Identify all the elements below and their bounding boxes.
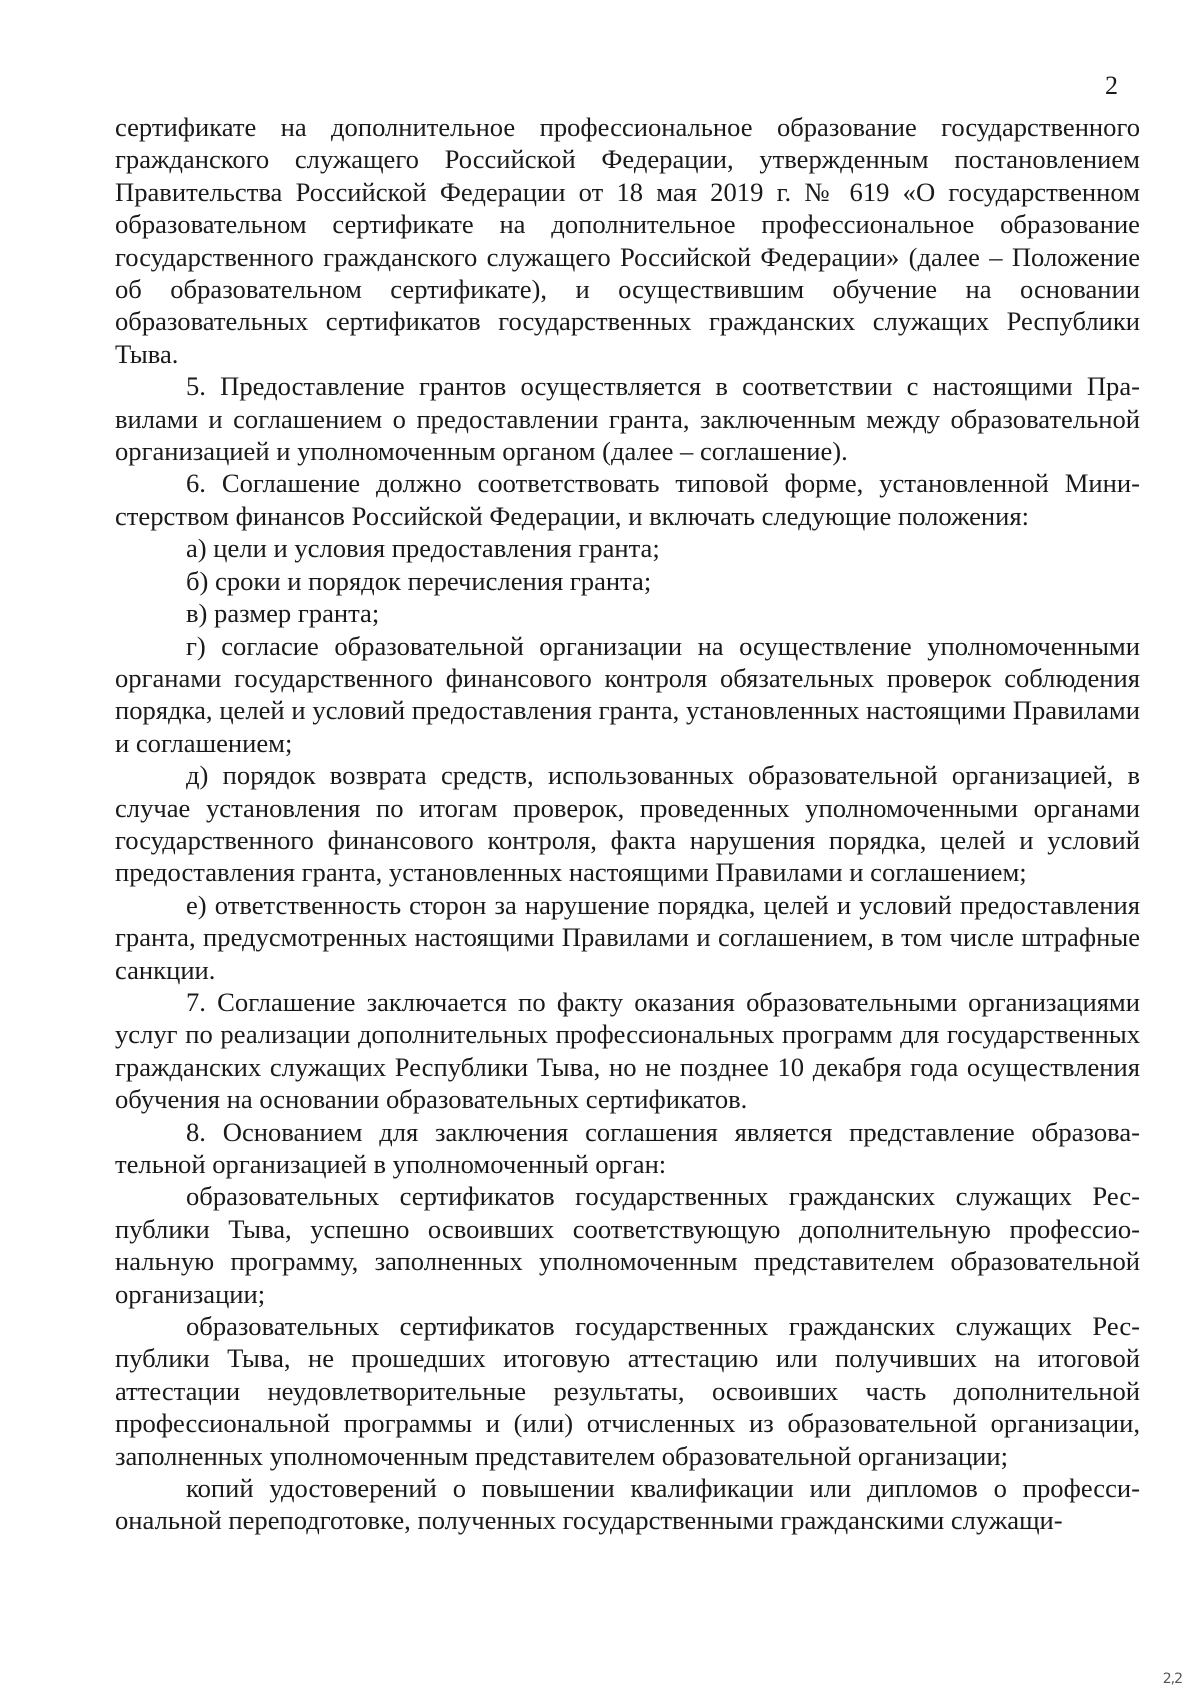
list-item-6v: в) размер гранта; bbox=[186, 598, 380, 629]
list-item-6a: а) цели и условия предоставления гранта; bbox=[186, 533, 660, 564]
document-body bbox=[115, 111, 1140, 1537]
scan-mark: 2,2 bbox=[1162, 1671, 1182, 1687]
list-item-6b: б) сроки и порядок перечисления гранта; bbox=[186, 565, 652, 596]
paragraph-item-8: 8. Основанием для заключения соглашения является представление образовательной организацией в уполномоченный орган: bbox=[115, 1116, 1140, 1179]
list-item-8-2: образовательных сертификатов государственных гражданских служащих Республики Тыва, не прошедших итоговую аттестацию или получивших на итоговой аттестации неудовлетворительные результаты, освоивших часть дополнительной профессиональной программы и (или) отчисленных из образовательной организации, заполненных уполномоченным представителем образовательной организации; bbox=[115, 1311, 1140, 1471]
paragraph-continuation: сертификате на дополнительное профессиональное образование государственного гражданского служащего Российской Федерации, утвержденным постановлением Правительства Российской Федерации от 18 мая 2019 г. № 619 «О государственном образовательном сертификате на дополнительное профессиональное образование государственного гражданского служащего Российской Федерации» (далее – Положение об образовательном сертификате), и осуществившим обучение на основании образовательных сертификатов государственных гражданских служащих Республики Тыва. bbox=[115, 112, 1140, 369]
list-item-6g: г) согласие образовательной организации на осуществление уполномоченными органами государственного финансового контроля обязательных проверок соблюдения порядка, целей и условий предоставления гранта, установленных настоящими Правилами и соглашением; bbox=[115, 630, 1140, 758]
paragraph-item-7: 7. Соглашение заключается по факту оказания образовательными организациями услуг по реализации дополнительных профессиональных программ для государственных гражданских служащих Республики Тыва, но не позднее 10 декабря года осуществления обучения на основании образовательных сертификатов. bbox=[115, 986, 1140, 1115]
list-item-6e: е) ответственность сторон за нарушение порядка, целей и условий предоставления гранта, предусмотренных настоящими Правилами и соглашением, в том числе штрафные санкции. bbox=[115, 889, 1140, 985]
paragraph-item-5: 5. Предоставление грантов осуществляется в соответствии с настоящими Правилами и соглашением о предоставлении гранта, заключенным между образовательной организацией и уполномоченным органом (далее – соглашение). bbox=[115, 371, 1140, 467]
page-number: 2 bbox=[1105, 71, 1118, 100]
list-item-8-3: копий удостоверений о повышении квалификации или дипломов о профессиональной переподготовке, полученных государственными гражданскими служащи- bbox=[115, 1473, 1140, 1536]
list-item-8-1: образовательных сертификатов государственных гражданских служащих Республики Тыва, успешно освоивших соответствующую дополнительную профессиональную программу, заполненных уполномоченным представителем образовательной организации; bbox=[115, 1181, 1140, 1309]
list-item-6d: д) порядок возврата средств, использованных образовательной организацией, в случае установления по итогам проверок, проведенных уполномоченными органами государственного финансового контроля, факта нарушения порядка, целей и условий предоставления гранта, установленных настоящими Правилами и соглашением; bbox=[115, 760, 1140, 888]
paragraph-item-6: 6. Соглашение должно соответствовать типовой форме, установленной Министерством финансов Российской Федерации, и включать следующие положения: bbox=[115, 468, 1140, 531]
